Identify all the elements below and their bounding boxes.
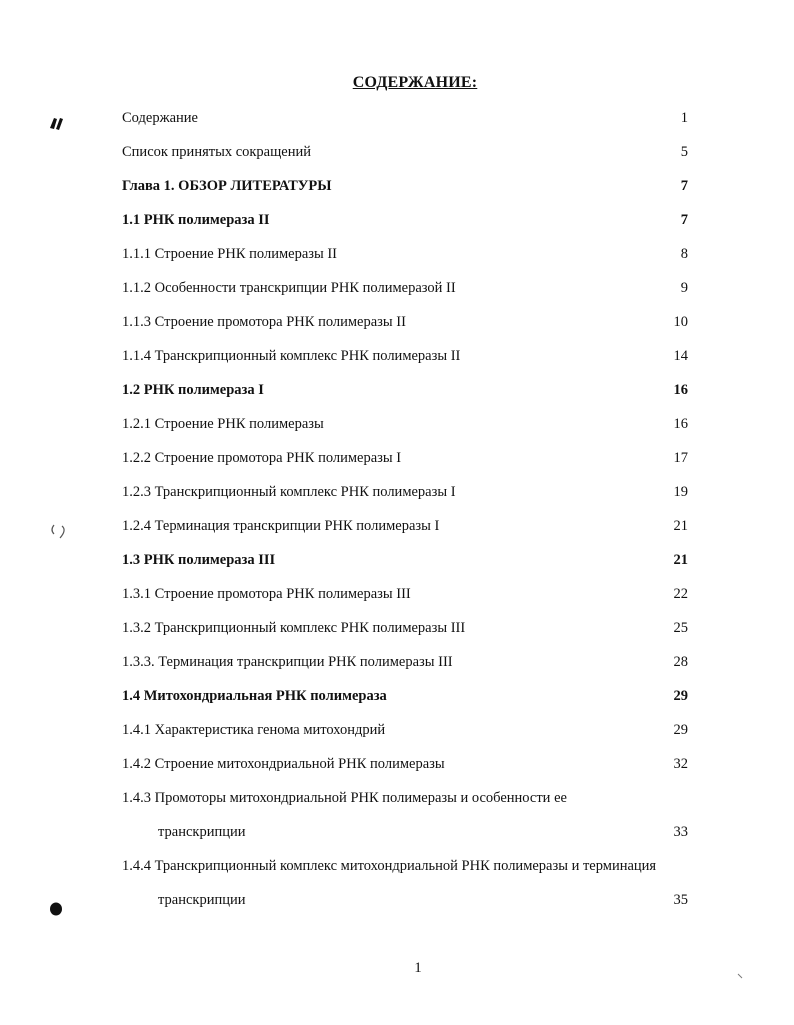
pencil-mark-icon [48,522,72,542]
toc-entry-label: 1.4 Митохондриальная РНК полимераза [122,688,387,704]
toc-entry [122,413,688,435]
toc-entry [122,651,688,673]
toc-entry-label: 1.1.3 Строение промотора РНК полимеразы II [122,314,406,330]
toc-section [122,685,688,707]
toc-entry-page: 28 [673,654,688,670]
toc-entry-label: 1.4.2 Строение митохондриальной РНК полимеразы [122,756,445,772]
toc-entry [122,243,688,265]
toc-entry-page: 32 [673,756,688,772]
toc-entry [122,107,688,129]
toc-entry-page: 10 [673,314,688,330]
page-number: 1 [414,960,422,976]
toc-entry-label: 1.3.3. Терминация транскрипции РНК полимеразы III [122,654,453,670]
toc-entry-label: 1.2.4 Терминация транскрипции РНК полимеразы I [122,518,440,534]
toc-entry-label: Список принятых сокращений [122,144,311,160]
toc-section [122,379,688,401]
toc-entry-label: 1.2 РНК полимераза I [122,382,264,398]
toc-entry-label: 1.2.2 Строение промотора РНК полимеразы I [122,450,402,466]
toc-entry-page: 22 [673,586,688,602]
toc-section [122,209,688,231]
toc-entry-page: 16 [673,382,688,398]
toc-entry-label: 1.4.1 Характеристика генома митохондрий [122,722,386,738]
toc-entry-page: 29 [673,722,688,738]
toc-entry-label: 1.3.1 Строение промотора РНК полимеразы III [122,586,411,602]
toc-entry-page: 1 [680,110,688,126]
toc-entry [122,617,688,639]
toc-section [122,549,688,571]
toc-entry [122,719,688,741]
toc-entry-page: 21 [673,552,688,568]
toc-entry-label: Глава 1. ОБЗОР ЛИТЕРАТУРЫ [122,178,332,194]
toc-entry-page: 19 [673,484,688,500]
toc-entry-page: 29 [673,688,688,704]
toc-entry-page: 9 [680,280,688,296]
toc-entry [122,515,688,537]
toc-entry-label: 1.1.2 Особенности транскрипции РНК полимеразой II [122,280,456,296]
toc-entry-page: 16 [673,416,688,432]
speck-icon [736,972,746,982]
toc-entry-page: 21 [673,518,688,534]
toc-entry [122,311,688,333]
toc-entry [122,447,688,469]
toc-entry [122,855,688,877]
toc-entry-label: 1.4.4 Транскрипционный комплекс митохондриальной РНК полимеразы и терминация [122,858,657,874]
toc-entry [122,481,688,503]
toc-entry [122,141,688,163]
toc-entry [122,583,688,605]
toc-entry-label: транскрипции [158,824,246,840]
toc-entry-label: 1.1 РНК полимераза II [122,212,270,228]
toc-entry-page: 35 [673,892,688,908]
toc-entry-page: 5 [680,144,688,160]
toc-entry-page: 25 [673,620,688,636]
toc-entry-page: 8 [680,246,688,262]
toc-entry-label: 1.1.4 Транскрипционный комплекс РНК полимеразы II [122,348,461,364]
toc-entry-label: 1.2.1 Строение РНК полимеразы [122,416,324,432]
toc-entry [122,787,688,809]
toc-entry-page: 7 [680,178,688,194]
toc-entry [122,345,688,367]
toc-entry-label: 1.4.3 Промоторы митохондриальной РНК полимеразы и особенности ее [122,790,567,806]
toc-entry-label: 1.1.1 Строение РНК полимеразы II [122,246,338,262]
toc-entry-continuation [122,821,688,843]
toc-entry [122,277,688,299]
toc-entry-page: 7 [680,212,688,228]
toc-entry-label: Содержание [122,110,198,126]
ink-mark-icon [46,114,68,134]
toc-entry-page: 33 [673,824,688,840]
ink-dot-icon [48,900,66,918]
toc-entry-label: 1.2.3 Транскрипционный комплекс РНК полимеразы I [122,484,456,500]
toc-entry-page: 14 [673,348,688,364]
toc-entry-label: 1.3 РНК полимераза III [122,552,276,568]
toc-entry-label: транскрипции [158,892,246,908]
page-title: СОДЕРЖАНИЕ: [352,74,478,91]
toc-entry-label: 1.3.2 Транскрипционный комплекс РНК полимеразы III [122,620,466,636]
toc-chapter [122,175,688,197]
toc-entry-continuation [122,889,688,911]
toc-entry-page: 17 [673,450,688,466]
toc-entry [122,753,688,775]
